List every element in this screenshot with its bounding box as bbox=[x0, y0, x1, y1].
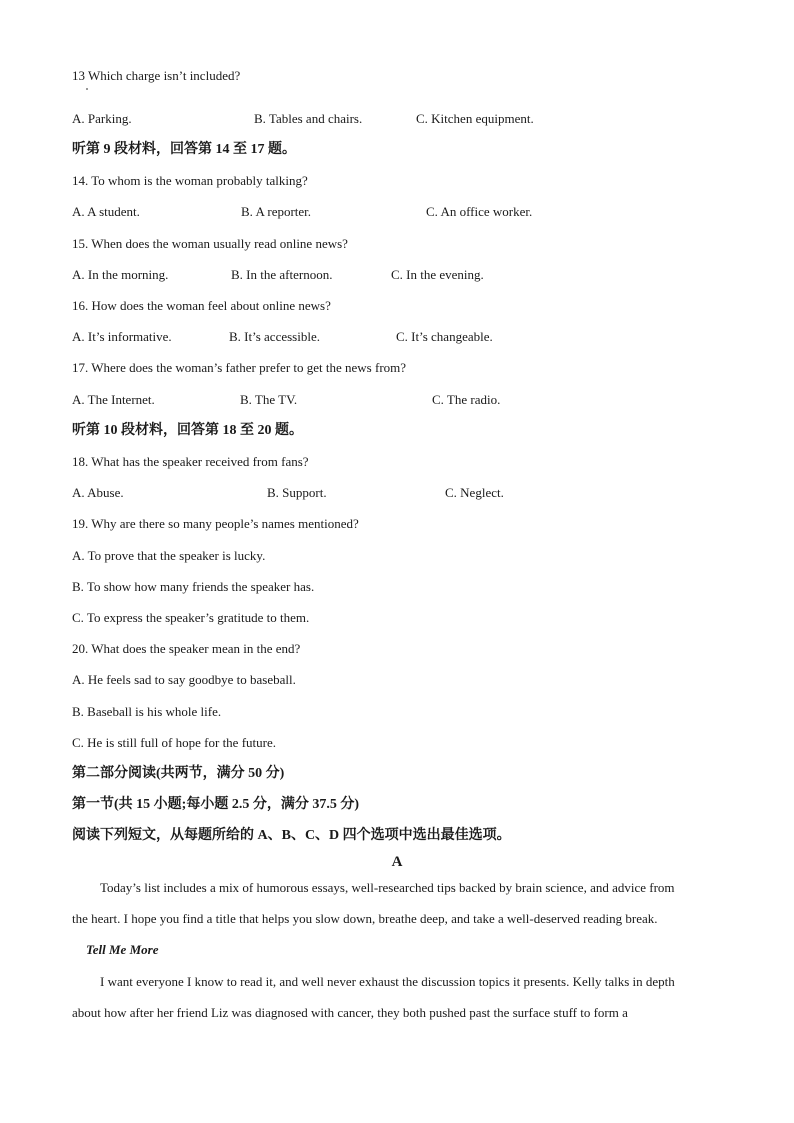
stray-dot bbox=[86, 88, 88, 90]
question-16-option-c: C. It’s changeable. bbox=[396, 329, 493, 344]
question-19-option-c: C. To express the speaker’s gratitude to them. bbox=[72, 610, 310, 625]
question-18-stem: 18. What has the speaker received from fans? bbox=[72, 454, 309, 469]
book-title: Tell Me More bbox=[86, 942, 159, 957]
question-20-option-c: C. He is still full of hope for the future. bbox=[72, 735, 276, 750]
question-17-option-c: C. The radio. bbox=[432, 392, 501, 407]
passage-paragraph-2-line-2: about how after her friend Liz was diagnosed with cancer, they both pushed past the surface stuff to form a bbox=[72, 1005, 628, 1020]
question-17-stem: 17. Where does the woman’s father prefer to get the news from? bbox=[72, 360, 407, 375]
question-19-option-b: B. To show how many friends the speaker has. bbox=[72, 579, 315, 594]
question-13-option-a: A. Parking. bbox=[72, 111, 132, 126]
question-16-option-b: B. It’s accessible. bbox=[229, 329, 320, 344]
section-1-heading: 第一节(共 15 小题;每小题 2.5 分，满分 37.5 分) bbox=[72, 797, 359, 812]
question-15-option-c: C. In the evening. bbox=[391, 267, 484, 282]
passage-letter: A bbox=[391, 854, 403, 870]
question-20-option-a: A. He feels sad to say goodbye to baseball. bbox=[72, 672, 296, 687]
question-15-option-b: B. In the afternoon. bbox=[231, 267, 333, 282]
question-18-option-c: C. Neglect. bbox=[445, 485, 504, 500]
question-18-option-a: A. Abuse. bbox=[72, 485, 124, 500]
question-14-option-c: C. An office worker. bbox=[426, 204, 533, 219]
reading-instructions: 阅读下列短文，从每题所给的 A、B、C、D 四个选项中选出最佳选项。 bbox=[72, 828, 511, 843]
section-10-heading: 听第 10 段材料，回答第 18 至 20 题。 bbox=[72, 423, 303, 438]
passage-paragraph-1-line-2: the heart. I hope you find a title that helps you slow down, breathe deep, and take a well-deserved reading break. bbox=[72, 911, 658, 926]
question-19-stem: 19. Why are there so many people’s names mentioned? bbox=[72, 516, 359, 531]
question-20-stem: 20. What does the speaker mean in the end? bbox=[72, 641, 301, 656]
question-18-option-b: B. Support. bbox=[267, 485, 327, 500]
question-13-stem: 13 Which charge isn’t included? bbox=[72, 68, 241, 83]
question-15-stem: 15. When does the woman usually read online news? bbox=[72, 236, 348, 251]
question-16-stem: 16. How does the woman feel about online news? bbox=[72, 298, 331, 313]
question-14-option-a: A. A student. bbox=[72, 204, 140, 219]
section-9-heading: 听第 9 段材料，回答第 14 至 17 题。 bbox=[72, 142, 296, 157]
question-14-option-b: B. A reporter. bbox=[241, 204, 312, 219]
part-2-heading: 第二部分阅读(共两节，满分 50 分) bbox=[72, 766, 285, 781]
question-13-option-c: C. Kitchen equipment. bbox=[416, 111, 534, 126]
question-16-option-a: A. It’s informative. bbox=[72, 329, 172, 344]
question-17-option-a: A. The Internet. bbox=[72, 392, 155, 407]
question-20-option-b: B. Baseball is his whole life. bbox=[72, 704, 222, 719]
question-14-stem: 14. To whom is the woman probably talking? bbox=[72, 173, 308, 188]
question-17-option-b: B. The TV. bbox=[240, 392, 298, 407]
passage-paragraph-2-line-1: I want everyone I know to read it, and well never exhaust the discussion topics it presents. Kelly talks in depth bbox=[100, 974, 675, 989]
question-13-option-b: B. Tables and chairs. bbox=[254, 111, 363, 126]
passage-paragraph-1-line-1: Today’s list includes a mix of humorous essays, well-researched tips backed by brain science, and advice from bbox=[100, 880, 675, 895]
question-15-option-a: A. In the morning. bbox=[72, 267, 169, 282]
question-19-option-a: A. To prove that the speaker is lucky. bbox=[72, 548, 266, 563]
